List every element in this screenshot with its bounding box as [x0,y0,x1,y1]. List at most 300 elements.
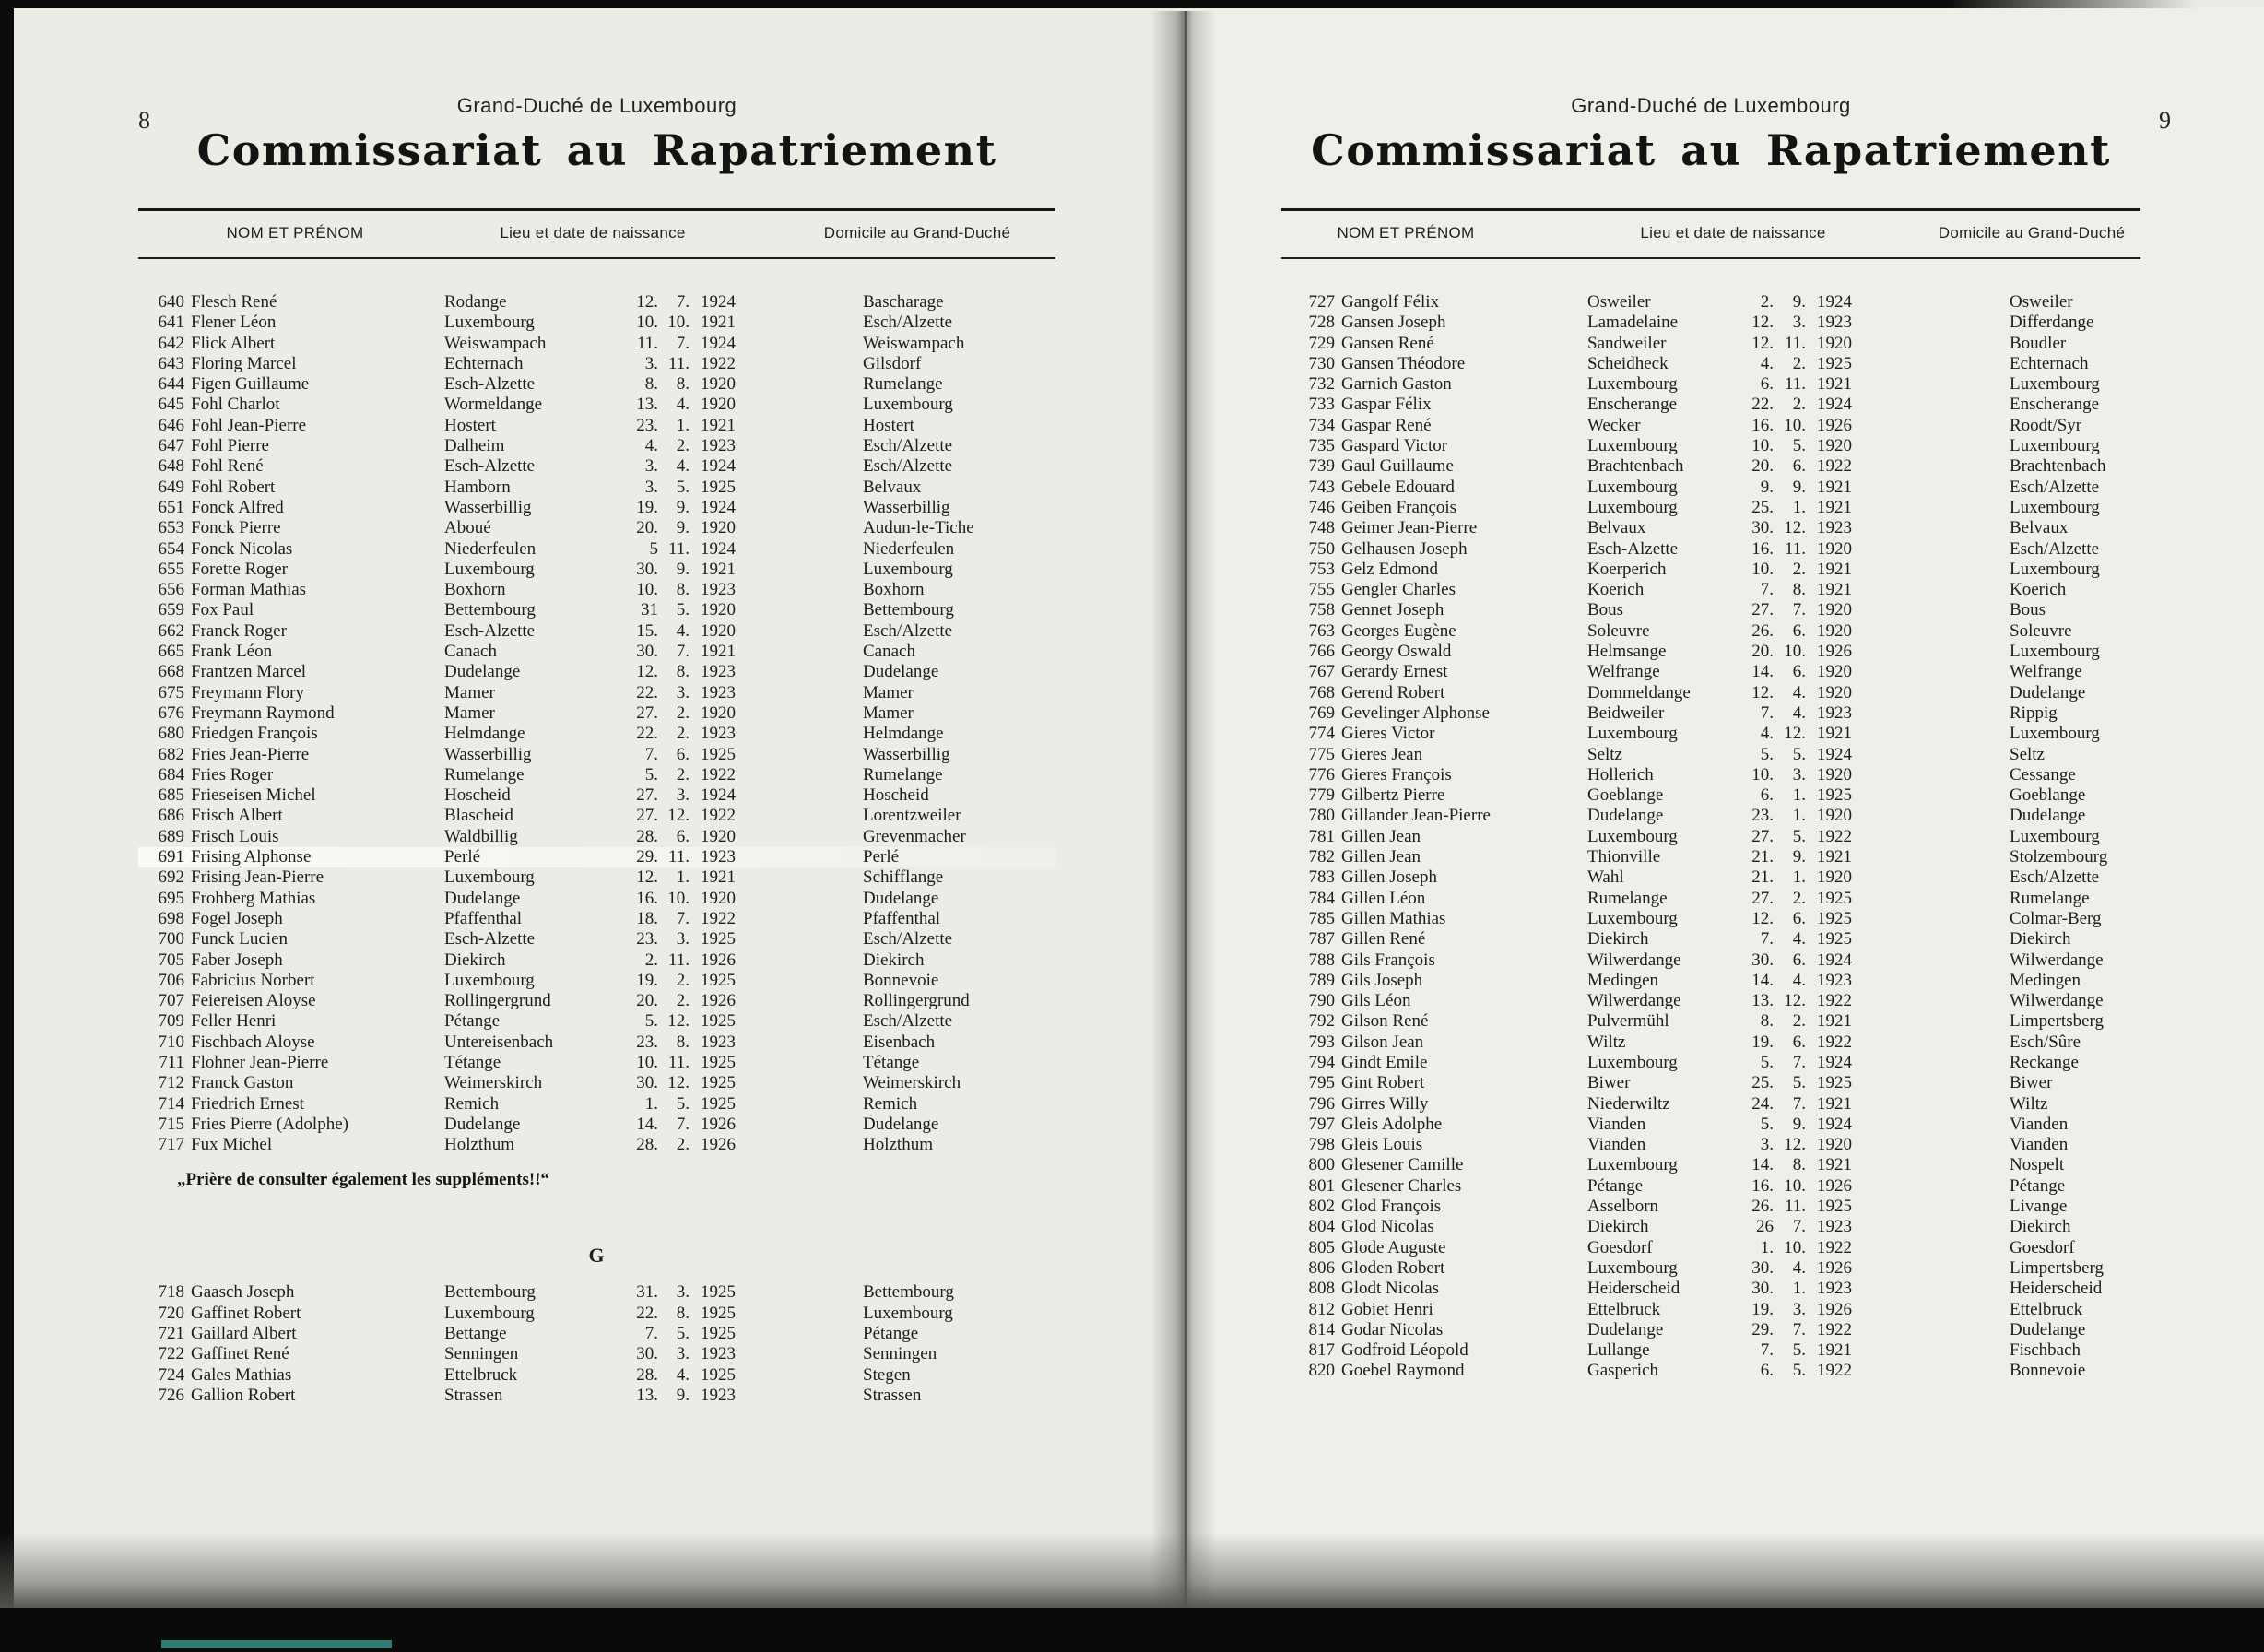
cell-year: 1923 [701,580,736,600]
cell-dom: Grevenmacher [863,826,966,846]
cell-num: 656 [158,580,184,600]
cell-dom: Enscherange [2010,395,2100,415]
cell-name: Gillen Léon [1341,888,1426,908]
cell-num: 695 [158,888,184,908]
cell-name: Gaffinet Robert [191,1303,301,1323]
cell-year: 1923 [1817,313,1852,333]
cell-day: 12. [636,662,658,682]
cell-num: 790 [1308,991,1335,1011]
cell-year: 1926 [1817,1299,1852,1319]
cell-num: 733 [1308,395,1335,415]
cell-name: Flohner Jean-Pierre [191,1052,329,1072]
cell-dom: Luxembourg [2010,559,2100,579]
cell-month: 3. [676,682,690,702]
cell-birth: Vianden [1587,1135,1646,1155]
cell-name: Flick Albert [191,333,276,353]
table-row [1281,1155,2140,1175]
cell-name: Gerardy Ernest [1341,662,1448,682]
cell-day: 15. [636,620,658,641]
cell-month: 2. [676,724,690,744]
table-row [138,703,1055,724]
cell-day: 4. [1760,353,1774,373]
cell-month: 11. [667,353,690,373]
cell-birth: Luxembourg [1587,1052,1678,1072]
cell-birth: Pétange [1587,1175,1644,1196]
cell-birth: Hollerich [1587,764,1654,785]
cell-name: Godfroid Léopold [1341,1340,1468,1361]
cell-dom: Luxembourg [863,559,953,579]
cell-dom: Roodt/Syr [2010,415,2082,435]
cell-day: 20. [1751,642,1774,662]
cell-month: 9. [676,518,690,538]
cell-name: Gint Robert [1341,1073,1425,1093]
cell-name: Fries Pierre (Adolphe) [191,1114,348,1134]
cell-num: 769 [1308,702,1335,723]
cell-birth: Sandweiler [1587,333,1667,353]
cell-num: 787 [1308,929,1335,950]
table-row [1281,600,2140,620]
cell-dom: Perlé [863,847,900,867]
cell-birth: Dudelange [444,1114,521,1134]
cell-day: 19. [1751,1299,1774,1319]
cell-month: 8. [676,1303,690,1323]
page-number-left: 8 [138,107,150,134]
cell-year: 1924 [1817,744,1852,764]
cell-num: 645 [158,395,184,415]
table-row [1281,1279,2140,1299]
cell-dom: Luxembourg [2010,724,2100,744]
cell-dom: Wilwerdange [2010,950,2104,970]
cell-birth: Luxembourg [1587,477,1678,497]
cell-num: 676 [158,702,184,723]
cell-num: 665 [158,642,184,662]
cell-dom: Luxembourg [2010,497,2100,517]
cell-dom: Stolzembourg [2010,847,2108,867]
cell-month: 7. [676,1114,690,1134]
table-row [1281,478,2140,498]
cell-num: 783 [1308,867,1335,888]
column-header-name: NOM ET PRÉNOM [1337,224,1475,242]
cell-month: 5. [676,1324,690,1344]
cell-month: 9. [676,1385,690,1405]
cell-dom: Bettembourg [863,1282,954,1303]
cell-name: Freymann Raymond [191,702,335,723]
cell-num: 729 [1308,333,1335,353]
cell-birth: Pulvermühl [1587,1011,1669,1032]
column-header-name: NOM ET PRÉNOM [226,224,364,242]
table-row [1281,456,2140,477]
cell-year: 1920 [1817,436,1852,456]
cell-num: 779 [1308,785,1335,806]
cell-dom: Rumelange [2010,888,2090,908]
cell-birth: Holzthum [444,1135,514,1155]
cell-month: 2. [1792,1011,1806,1032]
table-row [138,929,1055,950]
cell-num: 643 [158,353,184,373]
cell-birth: Scheidheck [1587,353,1669,373]
table-row [1281,1238,2140,1258]
cell-day: 6. [1760,785,1774,806]
cell-name: Fox Paul [191,600,254,620]
cell-month: 4. [676,1364,690,1385]
cell-day: 21. [1751,867,1774,888]
table-row [138,662,1055,682]
table-row [1281,642,2140,662]
cell-name: Feller Henri [191,1011,277,1032]
cell-month: 6. [1792,662,1806,682]
table-row [1281,1340,2140,1361]
cell-dom: Dudelange [863,1114,939,1134]
cell-dom: Canach [863,642,915,662]
cell-day: 30. [1751,1279,1774,1299]
cell-birth: Ettelbruck [444,1364,518,1385]
table-row [1281,1053,2140,1073]
cell-day: 2. [1760,292,1774,312]
cell-year: 1922 [1817,1361,1852,1381]
table-row [138,1386,1055,1406]
cell-name: Gangolf Félix [1341,292,1440,312]
cell-year: 1922 [1817,826,1852,846]
cell-birth: Hostert [444,415,496,435]
scan-teal-strip [161,1640,392,1648]
cell-year: 1920 [1817,764,1852,785]
cell-day: 20. [636,518,658,538]
cell-year: 1925 [701,1364,736,1385]
cell-birth: Luxembourg [1587,436,1678,456]
cell-dom: Luxembourg [863,1303,953,1323]
cell-birth: Untereisenbach [444,1032,554,1052]
cell-dom: Weiswampach [863,333,965,353]
cell-name: Flesch René [191,292,277,312]
cell-month: 12. [1784,1135,1806,1155]
table-row [1281,909,2140,929]
cell-year: 1920 [701,702,736,723]
cell-year: 1921 [701,559,736,579]
cell-name: Gallion Robert [191,1385,296,1405]
cell-dom: Helmdange [863,724,944,744]
cell-birth: Enscherange [1587,395,1678,415]
cell-day: 20. [636,991,658,1011]
table-row [1281,580,2140,600]
cell-month: 11. [667,847,690,867]
cell-day: 19. [636,970,658,990]
cell-year: 1925 [701,1011,736,1032]
register-table-left [138,208,1055,1406]
table-row [138,498,1055,518]
cell-day: 10. [636,580,658,600]
cell-year: 1923 [701,724,736,744]
cell-birth: Luxembourg [444,313,535,333]
table-row [138,1344,1055,1364]
scan-edge-left [0,0,14,1615]
cell-year: 1921 [701,313,736,333]
cell-month: 11. [667,538,690,559]
table-row [1281,1176,2140,1197]
cell-name: Geiben François [1341,497,1457,517]
cell-num: 721 [158,1324,184,1344]
table-header [1281,208,2140,259]
cell-year: 1921 [1817,497,1852,517]
cell-day: 26. [1751,1197,1774,1217]
cell-year: 1925 [701,970,736,990]
table-row [138,806,1055,826]
table-row [138,827,1055,847]
cell-year: 1920 [1817,682,1852,702]
table-body [138,292,1055,1155]
cell-day: 29. [1751,1319,1774,1339]
cell-name: Frising Alphonse [191,847,312,867]
cell-day: 12. [1751,333,1774,353]
cell-month: 9. [1792,477,1806,497]
cell-day: 31 [641,600,658,620]
cell-month: 12. [667,1011,690,1032]
table-row [138,560,1055,580]
cell-dom: Bettembourg [863,600,954,620]
cell-num: 802 [1308,1197,1335,1217]
cell-num: 805 [1308,1237,1335,1257]
cell-month: 9. [676,497,690,517]
table-row [138,478,1055,498]
cell-num: 655 [158,559,184,579]
cell-day: 12. [1751,313,1774,333]
cell-name: Gillen René [1341,929,1426,950]
table-row [138,889,1055,909]
cell-year: 1920 [701,374,736,395]
cell-birth: Dudelange [444,888,521,908]
cell-year: 1921 [1817,1011,1852,1032]
cell-dom: Differdange [2010,313,2094,333]
cell-month: 9. [1792,847,1806,867]
cell-month: 4. [1792,702,1806,723]
cell-day: 29. [636,847,658,867]
cell-day: 23. [636,1032,658,1052]
cell-birth: Thionville [1587,847,1661,867]
cell-year: 1920 [701,600,736,620]
cell-month: 4. [1792,970,1806,990]
cell-day: 27. [1751,600,1774,620]
cell-day: 30. [636,642,658,662]
cell-num: 801 [1308,1175,1335,1196]
table-row [1281,560,2140,580]
cell-num: 743 [1308,477,1335,497]
cell-month: 11. [667,950,690,970]
table-row [138,395,1055,415]
cell-year: 1925 [1817,353,1852,373]
cell-birth: Canach [444,642,497,662]
cell-year: 1924 [701,538,736,559]
table-row [1281,785,2140,806]
cell-day: 2. [644,950,658,970]
cell-num: 646 [158,415,184,435]
cell-birth: Esch-Alzette [444,374,536,395]
cell-year: 1922 [701,806,736,826]
cell-dom: Esch/Alzette [863,620,953,641]
cell-year: 1925 [701,1324,736,1344]
cell-month: 6. [1792,908,1806,928]
cell-dom: Tétange [863,1052,920,1072]
cell-month: 1. [1792,497,1806,517]
cell-dom: Holzthum [863,1135,933,1155]
cell-dom: Luxembourg [2010,642,2100,662]
cell-num: 662 [158,620,184,641]
table-row [138,1032,1055,1053]
cell-month: 11. [1784,333,1806,353]
table-row [138,313,1055,333]
cell-num: 647 [158,436,184,456]
cell-name: Gaffinet René [191,1344,289,1364]
cell-num: 724 [158,1364,184,1385]
cell-year: 1920 [1817,662,1852,682]
cell-dom: Bascharage [863,292,944,312]
cell-day: 1. [644,1093,658,1114]
cell-name: Gillander Jean-Pierre [1341,806,1491,826]
cell-num: 709 [158,1011,184,1032]
cell-year: 1925 [1817,888,1852,908]
cell-name: Freymann Flory [191,682,304,702]
cell-name: Gieres François [1341,764,1452,785]
table-row [1281,806,2140,826]
cell-birth: Strassen [444,1385,503,1405]
cell-num: 706 [158,970,184,990]
cell-year: 1921 [1817,724,1852,744]
cell-month: 4. [676,620,690,641]
cell-day: 16. [636,888,658,908]
cell-dom: Koerich [2010,580,2067,600]
table-row [138,724,1055,744]
cell-year: 1926 [1817,1257,1852,1278]
cell-month: 6. [676,826,690,846]
cell-birth: Rumelange [1587,888,1668,908]
cell-num: 753 [1308,559,1335,579]
cell-name: Faber Joseph [191,950,283,970]
cell-num: 806 [1308,1257,1335,1278]
cell-name: Frohberg Mathias [191,888,316,908]
cell-month: 8. [676,580,690,600]
table-row [1281,354,2140,374]
cell-year: 1924 [701,497,736,517]
cell-num: 774 [1308,724,1335,744]
cell-year: 1923 [1817,1279,1852,1299]
cell-month: 1. [1792,867,1806,888]
page-title: Commissariat au Rapatriement [196,125,997,175]
cell-num: 780 [1308,806,1335,826]
cell-birth: Dudelange [1587,806,1664,826]
cell-dom: Goesdorf [2010,1237,2075,1257]
cell-name: Frisch Albert [191,806,283,826]
cell-birth: Pétange [444,1011,501,1032]
table-row [138,292,1055,313]
cell-num: 720 [158,1303,184,1323]
cell-day: 3. [1760,1135,1774,1155]
cell-month: 11. [1784,1197,1806,1217]
cell-year: 1924 [1817,1052,1852,1072]
cell-num: 798 [1308,1135,1335,1155]
cell-year: 1926 [701,991,736,1011]
cell-name: Fries Roger [191,764,274,785]
cell-year: 1924 [701,456,736,477]
cell-year: 1921 [1817,374,1852,395]
cell-name: Gansen Joseph [1341,313,1446,333]
cell-num: 776 [1308,764,1335,785]
cell-year: 1925 [1817,908,1852,928]
table-row [138,867,1055,888]
cell-dom: Diekirch [2010,929,2071,950]
cell-name: Gillen Mathias [1341,908,1446,928]
cell-name: Georges Eugène [1341,620,1456,641]
cell-name: Gelhausen Joseph [1341,538,1468,559]
cell-dom: Pétange [863,1324,919,1344]
cell-day: 16. [1751,415,1774,435]
cell-name: Girres Willy [1341,1093,1429,1114]
cell-year: 1920 [1817,806,1852,826]
cell-num: 817 [1308,1340,1335,1361]
cell-year: 1926 [701,950,736,970]
cell-month: 5. [1792,1361,1806,1381]
table-row [138,971,1055,991]
cell-month: 4. [1792,682,1806,702]
cell-name: Friedrich Ernest [191,1093,304,1114]
cell-num: 654 [158,538,184,559]
cell-month: 12. [667,806,690,826]
cell-num: 784 [1308,888,1335,908]
table-row [1281,703,2140,724]
cell-dom: Senningen [863,1344,937,1364]
cell-birth: Perlé [444,847,481,867]
cell-num: 768 [1308,682,1335,702]
cell-name: Gebele Edouard [1341,477,1455,497]
table-row [1281,539,2140,560]
cell-month: 10. [1784,1237,1806,1257]
cell-name: Fohl Robert [191,477,276,497]
cell-month: 2. [676,436,690,456]
cell-month: 2. [676,970,690,990]
cell-name: Frising Jean-Pierre [191,867,324,888]
cell-name: Frank Léon [191,642,273,662]
cell-dom: Vianden [2010,1114,2069,1134]
cell-dom: Boudler [2010,333,2067,353]
table-row [138,1324,1055,1344]
cell-dom: Audun-le-Tiche [863,518,974,538]
cell-day: 7. [1760,929,1774,950]
cell-year: 1922 [1817,1237,1852,1257]
cell-birth: Rodange [444,292,507,312]
cell-num: 642 [158,333,184,353]
cell-num: 800 [1308,1155,1335,1175]
cell-dom: Gilsdorf [863,353,922,373]
cell-name: Gleis Louis [1341,1135,1423,1155]
cell-num: 705 [158,950,184,970]
table-row [1281,745,2140,765]
cell-num: 659 [158,600,184,620]
table-row [1281,724,2140,744]
cell-dom: Nospelt [2010,1155,2065,1175]
cell-month: 2. [676,991,690,1011]
cell-dom: Esch/Sûre [2010,1032,2081,1052]
cell-day: 22. [636,724,658,744]
cell-birth: Niederwiltz [1587,1093,1670,1114]
cell-name: Fohl Charlot [191,395,280,415]
cell-year: 1925 [701,929,736,950]
cell-day: 12. [636,867,658,888]
cell-day: 31. [636,1282,658,1303]
cell-name: Forman Mathias [191,580,307,600]
cell-num: 649 [158,477,184,497]
cell-num: 755 [1308,580,1335,600]
cell-name: Geimer Jean-Pierre [1341,518,1478,538]
cell-name: Gaspard Victor [1341,436,1448,456]
cell-year: 1923 [701,1385,736,1405]
cell-birth: Diekirch [1587,929,1649,950]
